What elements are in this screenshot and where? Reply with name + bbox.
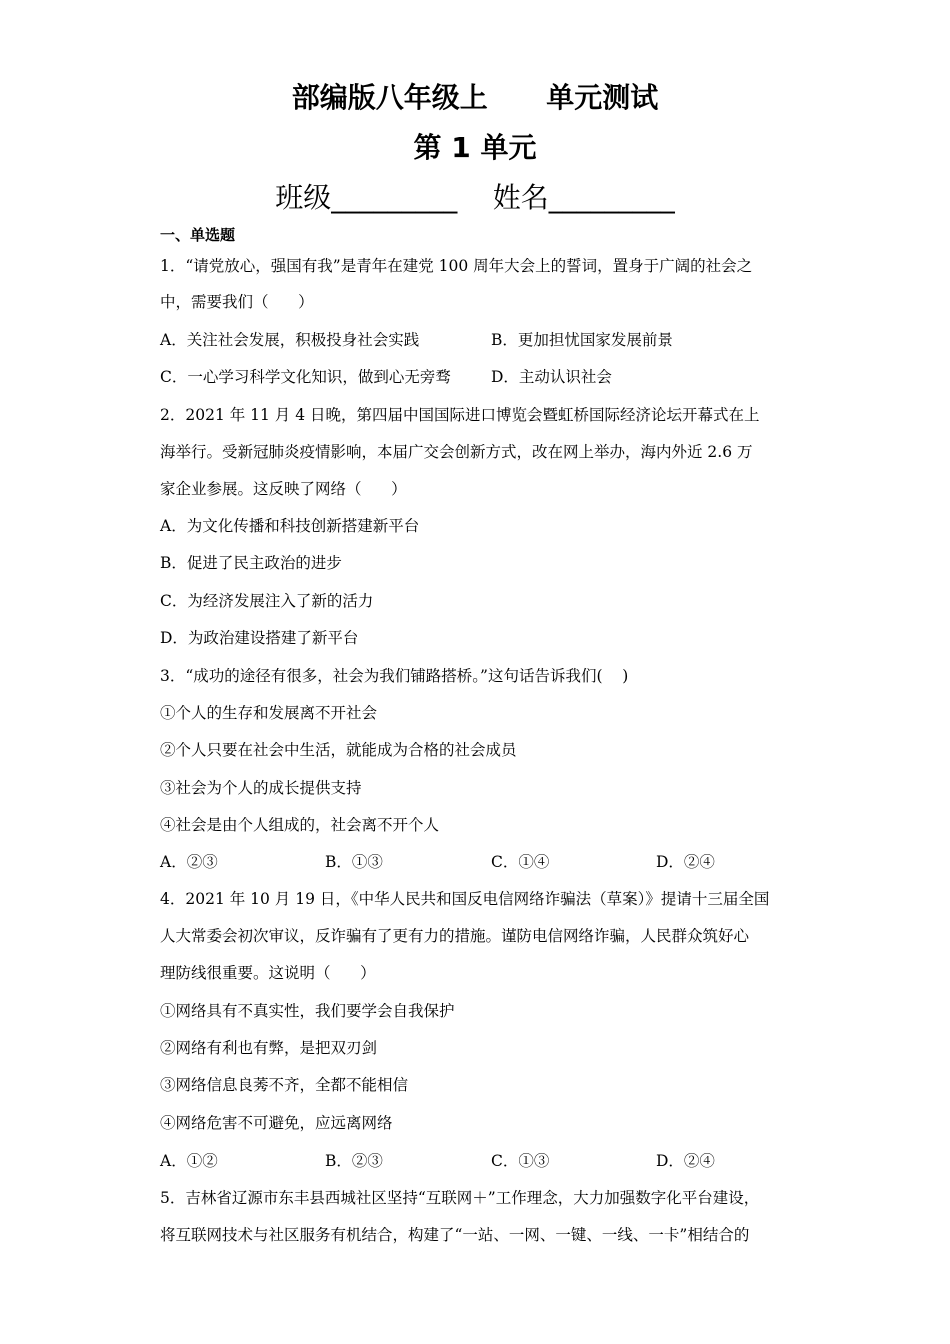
document-title: 部编版八年级上 单元测试 — [291, 81, 659, 114]
section-heading: 一、单选题 — [160, 226, 236, 244]
question-1-stem-line-1: 1．“请党放心，强国有我”是青年在建党 100 周年大会上的誓词，置身于广阔的社会之 — [160, 257, 753, 275]
question-3-option-a: A．②③ — [160, 853, 218, 871]
question-4-stem-line-1: 4．2021 年 10 月 19 日，《中华人民共和国反电信网络诈骗法（草案）》提请十三届全国 — [160, 890, 770, 908]
question-3-option-c: C．①④ — [491, 853, 550, 871]
question-4-option-c: C．①③ — [491, 1152, 550, 1170]
question-2-option-a: A．为文化传播和科技创新搭建新平台 — [160, 517, 420, 535]
question-1-option-a: A．关注社会发展，积极投身社会实践 — [160, 331, 420, 349]
question-2-stem-line-2: 海举行。受新冠肺炎疫情影响，本届广交会创新方式，改在网上举办，海内外近 2.6 万 — [160, 443, 753, 461]
question-4-option-a: A．①② — [160, 1152, 218, 1170]
question-3-stem: 3．“成功的途径有很多，社会为我们铺路搭桥。”这句话告诉我们( ) — [160, 667, 629, 685]
question-4-statement-1: ①网络具有不真实性，我们要学会自我保护 — [160, 1002, 455, 1020]
question-4-statement-3: ③网络信息良莠不齐，全都不能相信 — [160, 1076, 409, 1094]
question-1-option-b: B．更加担忧国家发展前景 — [491, 331, 673, 349]
unit-title: 第 1 单元 — [413, 131, 537, 164]
question-3-statement-4: ④社会是由个人组成的，社会离不开个人 — [160, 816, 440, 834]
question-2-option-c: C．为经济发展注入了新的活力 — [160, 592, 374, 610]
question-4-option-d: D．②④ — [656, 1152, 715, 1170]
question-2-stem-line-1: 2．2021 年 11 月 4 日晚，第四届中国国际进口博览会暨虹桥国际经济论坛开幕式在上 — [160, 406, 760, 424]
question-2-stem-line-3: 家企业参展。这反映了网络（ ） — [160, 480, 407, 498]
question-4-stem-line-2: 人大常委会初次审议，反诈骗有了更有力的措施。谨防电信网络诈骗，人民群众筑好心 — [160, 927, 750, 945]
question-3-statement-3: ③社会为个人的成长提供支持 — [160, 779, 362, 797]
question-4-statement-2: ②网络有利也有弊，是把双刃剑 — [160, 1039, 378, 1057]
class-name-line: 班级_________ 姓名_________ — [275, 181, 675, 214]
question-3-statement-1: ①个人的生存和发展离不开社会 — [160, 704, 378, 722]
question-1-stem-line-2: 中，需要我们（ ） — [160, 293, 314, 311]
question-3-statement-2: ②个人只要在社会中生活，就能成为合格的社会成员 — [160, 741, 517, 759]
question-3-option-d: D．②④ — [656, 853, 715, 871]
question-2-option-d: D．为政治建设搭建了新平台 — [160, 629, 359, 647]
question-5-stem-line-1: 5．吉林省辽源市东丰县西城社区坚持“互联网＋”工作理念，大力加强数字化平台建设， — [160, 1189, 760, 1207]
question-4-statement-4: ④网络危害不可避免，应远离网络 — [160, 1114, 393, 1132]
question-1-option-d: D．主动认识社会 — [491, 368, 612, 386]
question-1-option-c: C．一心学习科学文化知识，做到心无旁骛 — [160, 368, 451, 386]
question-3-option-b: B．①③ — [325, 853, 383, 871]
question-4-option-b: B．②③ — [325, 1152, 383, 1170]
question-2-option-b: B．促进了民主政治的进步 — [160, 554, 342, 572]
question-5-stem-line-2: 将互联网技术与社区服务有机结合，构建了“一站、一网、一键、一线、一卡”相结合的 — [160, 1226, 750, 1244]
question-4-stem-line-3: 理防线很重要。这说明（ ） — [160, 964, 376, 982]
